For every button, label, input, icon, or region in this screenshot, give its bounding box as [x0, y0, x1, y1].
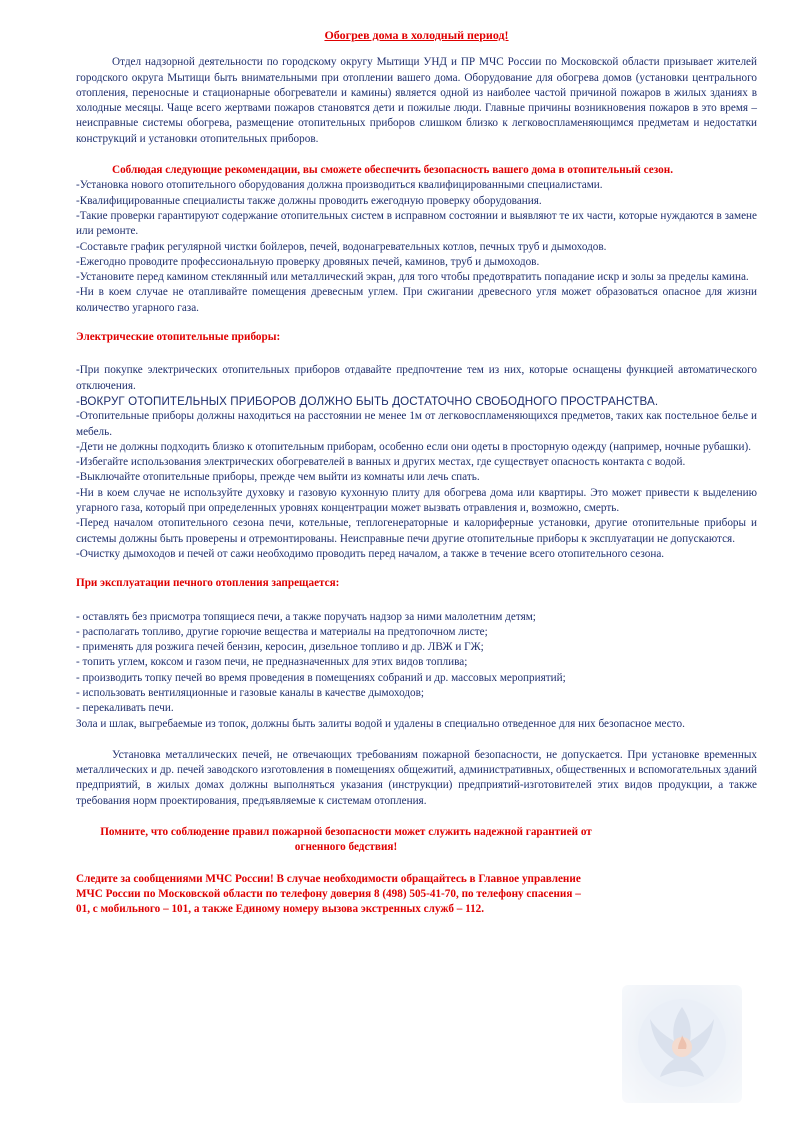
electric-heading: Электрические отопительные приборы: [76, 331, 281, 344]
list-item: - перекаливать печи. [76, 702, 174, 715]
list-item: - топить углем, коксом и газом печи, не предназначенных для этих видов топлива; [76, 656, 468, 669]
intro-paragraph: Отдел надзорной деятельности по городскому округу Мытищи УНД и ПР МЧС России по Московской области призывает жителей городского округа Мытищи быть внимательными при отоплении вашего дома. Оборудование для обогрева домов (установки центрального отопления, переносные и стационарные обогреватели и камины) является одной из наиболее частой причиной пожаров в жилых зданиях в холодные месяцы. Чаще всего жертвами пожаров становятся дети и пожилые люди. Главные причины возникновения пожаров в это время – неисправные системы обогрева, размещение отопительных приборов слишком близко к легковоспламеняющимся предметам и недостатки конструкций и установки отопительных приборов. [76, 56, 757, 145]
list-item: -Установка нового отопительного оборудования должна производиться квалифицированными специалистами. [76, 179, 603, 192]
list-item: -Такие проверки гарантируют содержание отопительных систем в исправном состоянии и выявляют те их части, которые нуждаются в замене или ремонте. [76, 209, 757, 238]
list-item: -Квалифицированные специалисты также должны проводить ежегодную проверку оборудования. [76, 194, 542, 207]
list-item: -При покупке электрических отопительных приборов отдавайте предпочтение тем из них, которые оснащены функцией автоматического отключения. [76, 364, 757, 392]
recommendations-list [76, 178, 757, 316]
list-item: -Ни в коем случае не используйте духовку и газовую кухонную плиту для обогрева дома или квартиры. Это может привести к выделению угарного газа, который при определенных уровнях концентрации может вызвать отравления и, возможно, смерть. [76, 486, 757, 515]
list-item: - располагать топливо, другие горючие вещества и материалы на предтопочном листе; [76, 625, 488, 638]
list-item: Зола и шлак, выгребаемые из топок, должны быть залиты водой и удалены в специально отведенное для них безопасное место. [76, 717, 685, 730]
contact-text: Следите за сообщениями МЧС России! В случае необходимости обращайтесь в Главное управление МЧС России по Московской области по телефону доверия 8 (498) 505-41-70, по телефону спасения – 01, с мобильного – 101, а также Единому номеру вызова экстренных служб – 112. [76, 872, 581, 916]
page-title: Обогрев дома в холодный период! [324, 28, 509, 42]
closing-paragraph: Установка металлических печей, не отвечающих требованиям пожарной безопасности, не допускается. При установке временных металлических и др. печей заводского изготовления в помещениях общежитий, административных, общественных и вспомогательных зданий предприятий, в жилых домах должны выполняться указания (инструкции) предприятий-изготовителей этих видов продукции, а также требования норм проектирования, предъявляемые к системам отопления. [76, 748, 757, 807]
document-page [76, 28, 757, 918]
list-item: - производить топку печей во время проведения в помещениях собраний и др. массовых мероприятий; [76, 671, 566, 684]
list-item: -Ежегодно проводите профессиональную проверку дровяных печей, каминов, труб и дымоходов. [76, 255, 540, 268]
list-item: - оставлять без присмотра топящиеся печи, а также поручать надзор за ними малолетним детям; [76, 610, 536, 623]
list-item: -Установите перед камином стеклянный или металлический экран, для того чтобы предотвратить попадание искр и золы за пределы камина. [76, 271, 749, 284]
list-item: -Избегайте использования электрических обогревателей в ванных и других местах, где существует опасность контакта с водой. [76, 456, 686, 469]
list-item: - использовать вентиляционные и газовые каналы в качестве дымоходов; [76, 686, 425, 699]
stove-heading: При эксплуатации печного отопления запрещается: [76, 577, 340, 590]
reminder-text: Помните, что соблюдение правил пожарной безопасности может служить надежной гарантией от огненного бедствия! [100, 826, 592, 854]
list-item-uppercase: -ВОКРУГ ОТОПИТЕЛЬНЫХ ПРИБОРОВ ДОЛЖНО БЫТЬ ДОСТАТОЧНО СВОБОДНОГО ПРОСТРАНСТВА. [76, 394, 659, 408]
list-item: -Составьте график регулярной чистки бойлеров, печей, водонагревательных котлов, печных труб и дымоходов. [76, 240, 607, 253]
list-item: - применять для розжига печей бензин, керосин, дизельное топливо и др. ЛВЖ и ГЖ; [76, 641, 484, 654]
list-item: -Выключайте отопительные приборы, прежде чем выйти из комнаты или лечь спать. [76, 471, 480, 484]
recommendations-heading: Соблюдая следующие рекомендации, вы сможете обеспечить безопасность вашего дома в отопительный сезон. [112, 164, 673, 177]
electric-list [76, 363, 757, 562]
mchs-emblem-icon [622, 985, 742, 1103]
list-item: -Очистку дымоходов и печей от сажи необходимо проводить перед началом, а также в течение всего отопительного сезона. [76, 547, 665, 560]
stove-list [76, 610, 757, 732]
list-item: -Отопительные приборы должны находиться на расстоянии не менее 1м от легковоспламеняющихся предметов, таких как постельное белье и мебель. [76, 410, 757, 438]
list-item: -Ни в коем случае не отапливайте помещения древесным углем. При сжигании древесного угля может образоваться опасное для жизни количество угарного газа. [76, 286, 757, 314]
list-item: -Перед началом отопительного сезона печи, котельные, теплогенераторные и калориферные установки, другие отопительные приборы и системы должны быть проверены и отремонтированы. Неисправные печи другие отопительные приборы к эксплуатации не допускаются. [76, 517, 757, 545]
list-item: -Дети не должны подходить близко к отопительным приборам, особенно если они одеты в просторную одежду (например, ночные рубашки). [76, 440, 752, 453]
